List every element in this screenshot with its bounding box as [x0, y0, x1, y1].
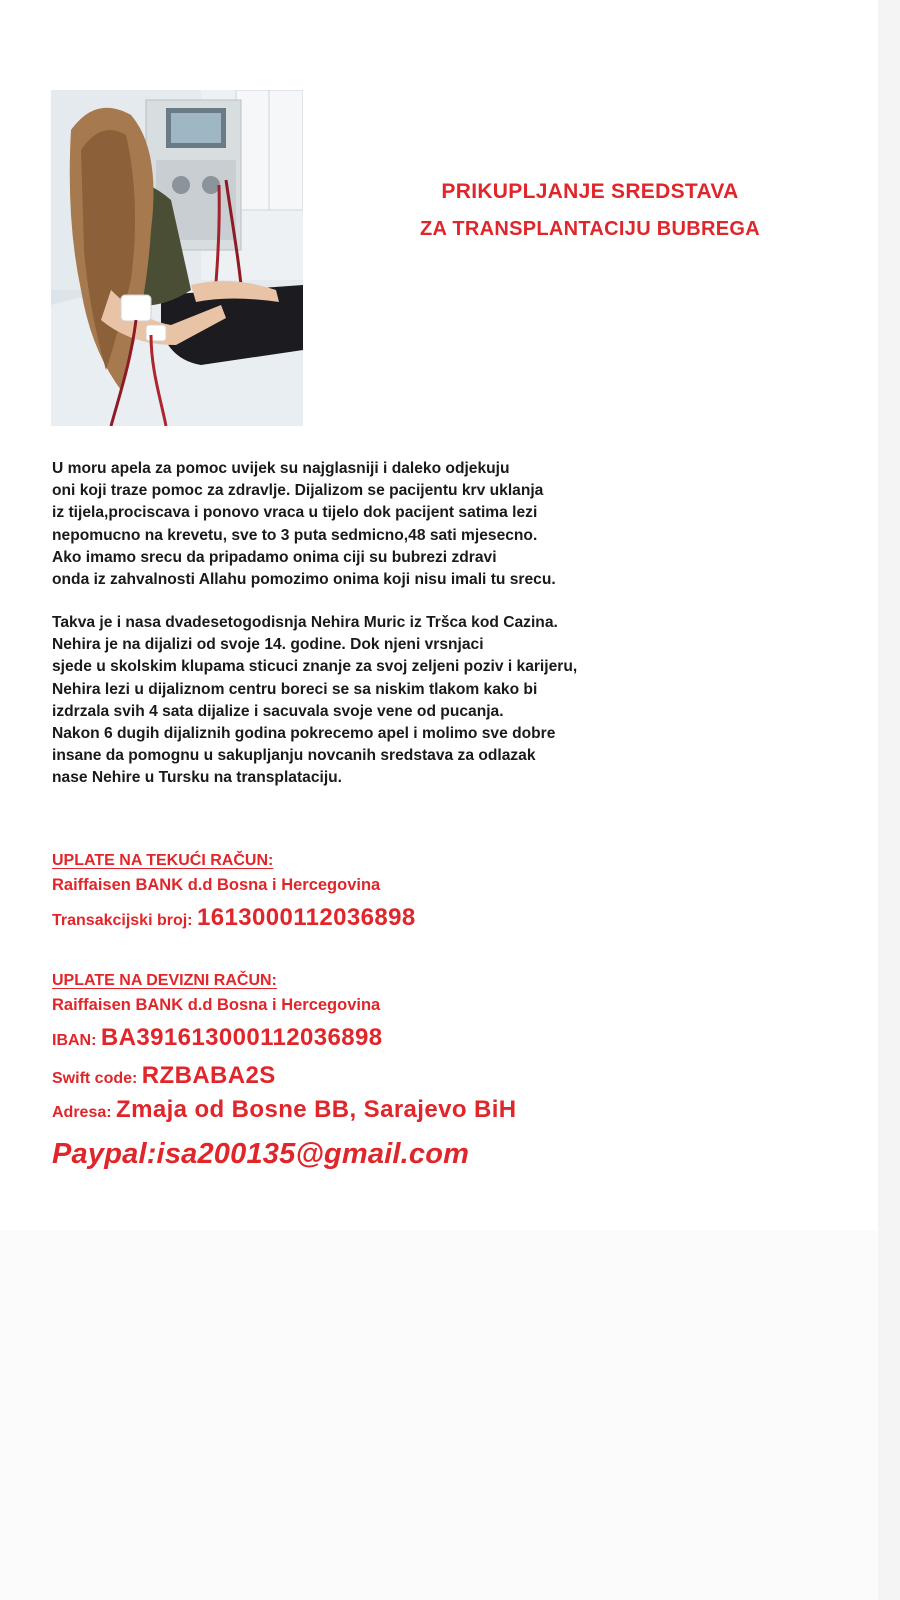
transaction-label: Transakcijski broj:: [52, 912, 193, 929]
paragraph-line: Nakon 6 dugih dijaliznih godina pokrecemo apel i molimo sve dobre: [52, 725, 556, 743]
patient-dialysis-photo: [51, 90, 303, 426]
headline-line-1: PRIKUPLJANJE SREDSTAVA: [441, 180, 739, 203]
paragraph-line: nase Nehire u Tursku na transplataciju.: [52, 769, 343, 787]
swift-value: RZBABA2S: [141, 1062, 276, 1089]
transaction-row: [52, 904, 416, 932]
paragraph-line: sjede u skolskim klupama sticuci znanje za svoj zeljeni poziv i karijeru,: [52, 658, 578, 676]
address-value: Zmaja od Bosne BB, Sarajevo BiH: [116, 1096, 517, 1123]
address-row: [52, 1096, 517, 1124]
swift-row: [52, 1062, 276, 1090]
address-label: Adresa:: [52, 1104, 112, 1121]
paragraph-line: iz tijela,prociscava i ponovo vraca u tijelo dok pacijent satima lezi: [52, 504, 538, 522]
paragraph-line: U moru apela za pomoc uvijek su najglasniji i daleko odjekuju: [52, 460, 510, 477]
iban-row: [52, 1024, 383, 1052]
paragraph-line: izdrzala svih 4 sata dijalize i sacuvala svoje vene od pucanja.: [52, 702, 504, 720]
appeal-paragraph-1: [52, 458, 812, 591]
paragraph-line: Takva je i nasa dvadesetogodisnja Nehira Muric iz Tršca kod Cazina.: [52, 614, 558, 631]
blank-area: [0, 1230, 878, 1600]
iban-label: IBAN:: [52, 1032, 97, 1049]
current-account-title: UPLATE NA TEKUĆI RAČUN:: [52, 852, 274, 869]
paragraph-line: onda iz zahvalnosti Allahu pomozimo onima koji nisu imali tu srecu.: [52, 571, 556, 589]
paragraph-line: Ako imamo srecu da pripadamo onima ciji su bubrezi zdravi: [52, 548, 497, 566]
swift-label: Swift code:: [52, 1070, 138, 1087]
transaction-number: 1613000112036898: [196, 904, 416, 931]
paragraph-line: Nehira je na dijalizi od svoje 14. godine. Dok njeni vrsnjaci: [52, 636, 484, 654]
foreign-account-title: UPLATE NA DEVIZNI RAČUN:: [52, 972, 277, 989]
foreign-account-bank: Raiffaisen BANK d.d Bosna i Hercegovina: [52, 996, 381, 1014]
appeal-paragraph-2: [52, 612, 812, 790]
paragraph-line: Nehira lezi u dijaliznom centru boreci se sa niskim tlakom kako bi: [52, 680, 538, 698]
paragraph-line: insane da pomognu u sakupljanju novcanih sredstava za odlazak: [52, 747, 536, 765]
iban-value: BA391613000112036898: [100, 1024, 383, 1051]
current-account-bank: Raiffaisen BANK d.d Bosna i Hercegovina: [52, 876, 381, 894]
scroll-edge: [878, 0, 900, 1600]
headline-line-2: ZA TRANSPLANTACIJU BUBREGA: [419, 218, 761, 240]
paypal-email: Paypal:isa200135@gmail.com: [52, 1138, 470, 1170]
paragraph-line: nepomucno na krevetu, sve to 3 puta sedmicno,48 sati mjesecno.: [52, 526, 538, 544]
paragraph-line: oni koji traze pomoc za zdravlje. Dijalizom se pacijentu krv uklanja: [52, 482, 544, 500]
